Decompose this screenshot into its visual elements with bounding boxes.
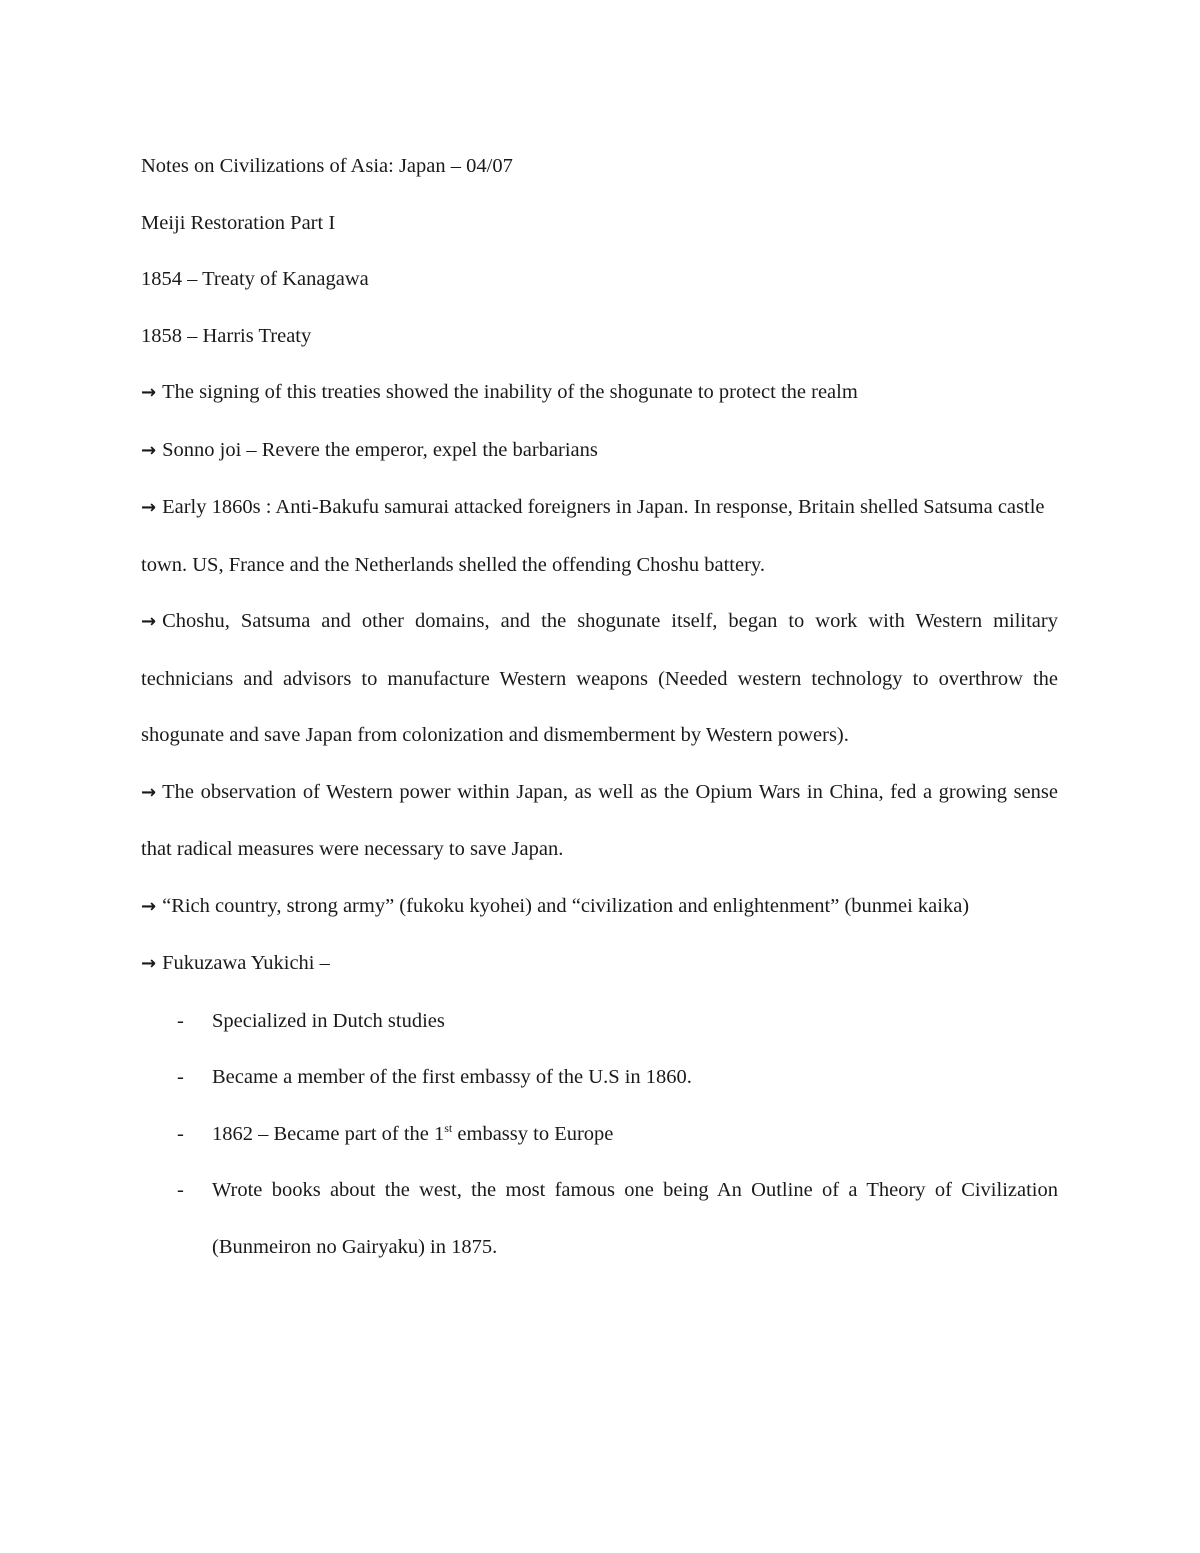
sub-point [141,993,1058,1050]
dash-bullet-icon: - [177,1179,184,1201]
arrow-point-text: Choshu, Satsuma and other domains, and the shogunate itself, began to work with Western military technicians and advisors to manufacture Western weapons (Needed western technology to overthrow the shogunate and save Japan from colonization and dismemberment by Western powers). [141,610,1058,746]
arrow-icon: → [141,497,157,518]
arrow-icon: → [141,382,157,403]
sub-point-text: Wrote books about the west, the most famous one being An Outline of a Theory of Civilization (Bunmeiron no Gairyaku) in 1875. [212,1179,1058,1258]
sub-point-text: Specialized in Dutch studies [212,1009,445,1032]
arrow-point [141,593,1058,764]
dash-bullet-icon: - [177,1009,184,1032]
arrow-point [141,935,1058,993]
document-title: Notes on Civilizations of Asia: Japan – 04/07 [141,155,513,177]
date-entry: 1854 – Treaty of Kanagawa [141,268,369,290]
arrow-point-text: Early 1860s : Anti-Bakufu samurai attacked foreigners in Japan. In response, Britain shelled Satsuma castle town. US, France and the Netherlands shelled the offending Choshu battery. [141,496,1045,576]
arrow-icon: → [141,953,157,974]
arrow-point-text: Sonno joi – Revere the emperor, expel the barbarians [162,438,598,461]
dash-bullet-icon: - [177,1122,184,1145]
document-subtitle: Meiji Restoration Part I [141,211,336,234]
arrow-icon: → [141,611,157,632]
sub-point [141,1162,1058,1275]
date-entry: 1858 – Harris Treaty [141,324,312,347]
arrow-icon: → [141,439,157,461]
sub-point [141,1049,1058,1106]
arrow-point [141,764,1058,878]
sub-point-text-before: 1862 – Became part of the 1 [212,1122,445,1145]
sub-point [141,1106,1058,1163]
ordinal-superscript: st [444,1120,453,1135]
sub-point-text-after: embassy to Europe [452,1122,614,1145]
arrow-point-text: The signing of this treaties showed the inability of the shogunate to protect the realm [162,381,858,403]
arrow-point [141,422,1058,480]
arrow-point [141,878,1058,936]
arrow-icon: → [141,781,157,803]
arrow-point [141,364,1058,422]
arrow-point-text: Fukuzawa Yukichi – [162,952,330,974]
sub-point-list [141,993,1058,1276]
sub-point-text: Became a member of the first embassy of the U.S in 1860. [212,1066,692,1088]
arrow-point-text: The observation of Western power within Japan, as well as the Opium Wars in China, fed a growing sense that radical measures were necessary to save Japan. [141,780,1058,860]
arrow-icon: → [141,895,157,917]
dash-bullet-icon: - [177,1066,184,1088]
arrow-point [141,479,1058,593]
arrow-point-text: “Rich country, strong army” (fukoku kyohei) and “civilization and enlightenment” (bunmei kaika) [162,894,970,917]
notes-body [141,138,1058,1275]
